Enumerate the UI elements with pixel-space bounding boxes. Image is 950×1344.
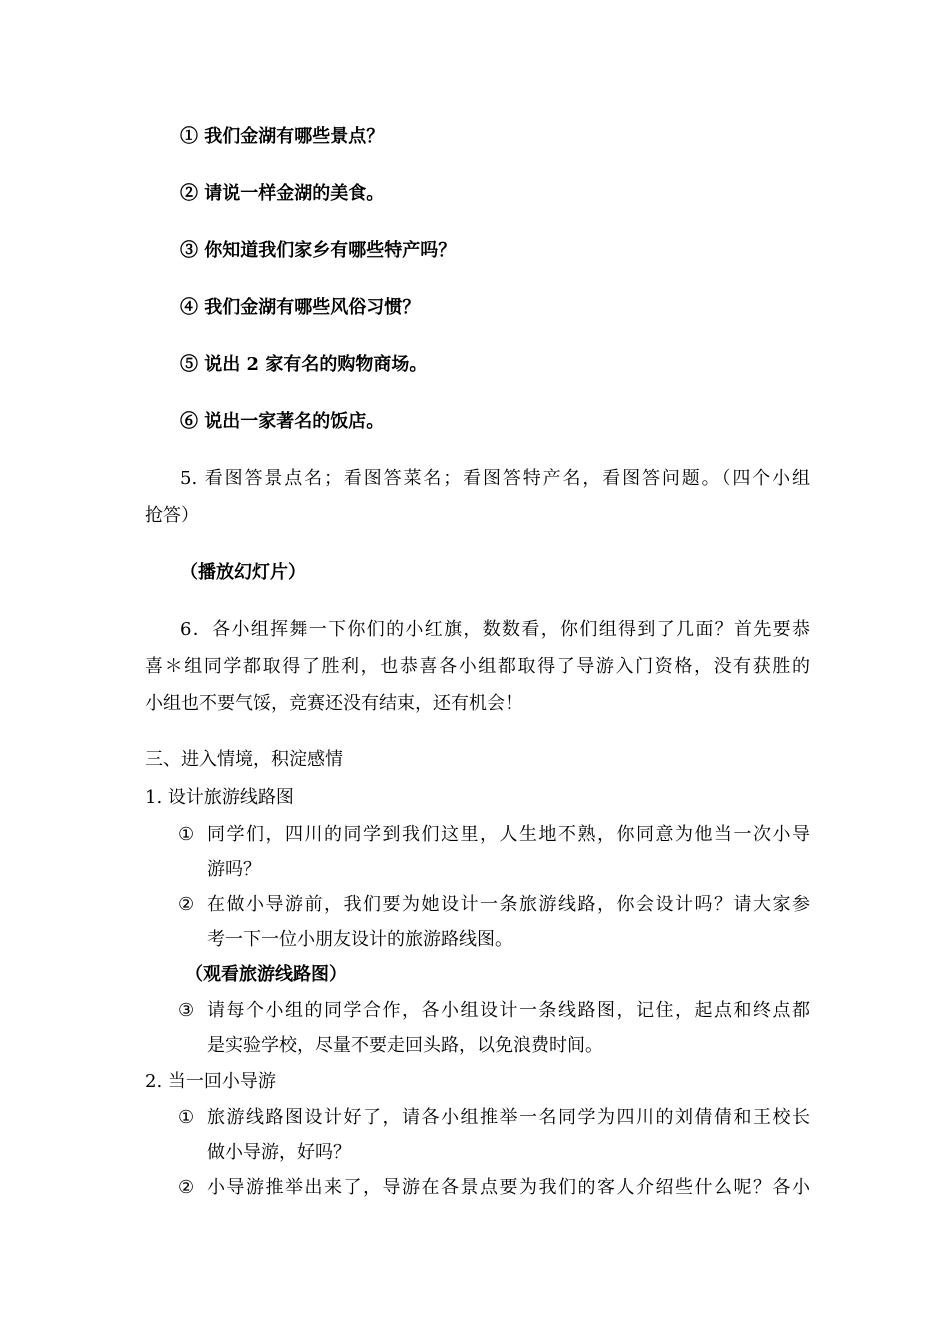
item2-sub1-number: ① bbox=[178, 1107, 195, 1128]
question-5: ⑤ 说出 2 家有名的购物商场。 bbox=[180, 354, 428, 375]
question-6: ⑥ 说出一家著名的饭店。 bbox=[180, 411, 385, 432]
item2-sub2-number: ② bbox=[178, 1177, 195, 1198]
item2-sub1-line2: 做小导游，好吗？ bbox=[207, 1142, 351, 1163]
note-watch-route-map: （观看旅游线路图） bbox=[185, 964, 347, 985]
item1-sub3-line2: 是实验学校，尽量不要走回头路，以免浪费时间。 bbox=[207, 1035, 603, 1056]
item1-sub3-line1: 请每个小组的同学合作，各小组设计一条线路图，记住，起点和终点都 bbox=[207, 1000, 810, 1021]
para6-line1: 6．各小组挥舞一下你们的小红旗，数数看，你们组得到了几面？首先要恭 bbox=[180, 619, 810, 640]
item1-sub2-line1: 在做小导游前，我们要为她设计一条旅游线路，你会设计吗？请大家参 bbox=[207, 894, 810, 915]
section3-heading: 三、进入情境，积淀感情 bbox=[145, 749, 343, 770]
item1-sub3-number: ③ bbox=[178, 1000, 195, 1021]
item1-title: 1. 设计旅游线路图 bbox=[145, 787, 294, 808]
item1-sub1-number: ① bbox=[178, 824, 195, 845]
item1-sub1-line2: 游吗？ bbox=[207, 859, 261, 880]
question-3: ③ 你知道我们家乡有哪些特产吗？ bbox=[180, 240, 457, 261]
item1-sub1-line1: 同学们，四川的同学到我们这里，人生地不熟，你同意为他当一次小导 bbox=[207, 824, 810, 845]
para6-line3: 小组也不要气馁，竞赛还没有结束，还有机会！ bbox=[145, 693, 523, 714]
item1-sub2-line2: 考一下一位小朋友设计的旅游路线图。 bbox=[207, 929, 513, 950]
note-play-slides: （播放幻灯片） bbox=[180, 562, 306, 583]
question-2: ② 请说一样金湖的美食。 bbox=[180, 183, 385, 204]
para6-line2: 喜＊组同学都取得了胜利，也恭喜各小组都取得了导游入门资格，没有获胜的 bbox=[145, 656, 810, 677]
question-1: ① 我们金湖有哪些景点？ bbox=[180, 126, 385, 147]
question-4: ④ 我们金湖有哪些风俗习惯？ bbox=[180, 297, 421, 318]
item2-sub2-line1: 小导游推举出来了，导游在各景点要为我们的客人介绍些什么呢？各小 bbox=[207, 1177, 810, 1198]
item2-title: 2. 当一回小导游 bbox=[145, 1071, 276, 1092]
para5-line1: 5. 看图答景点名；看图答菜名；看图答特产名，看图答问题。（四个小组 bbox=[180, 468, 810, 489]
para5-line2: 抢答） bbox=[145, 505, 199, 526]
item2-sub1-line1: 旅游线路图设计好了，请各小组推举一名同学为四川的刘倩倩和王校长 bbox=[207, 1107, 810, 1128]
item1-sub2-number: ② bbox=[178, 894, 195, 915]
